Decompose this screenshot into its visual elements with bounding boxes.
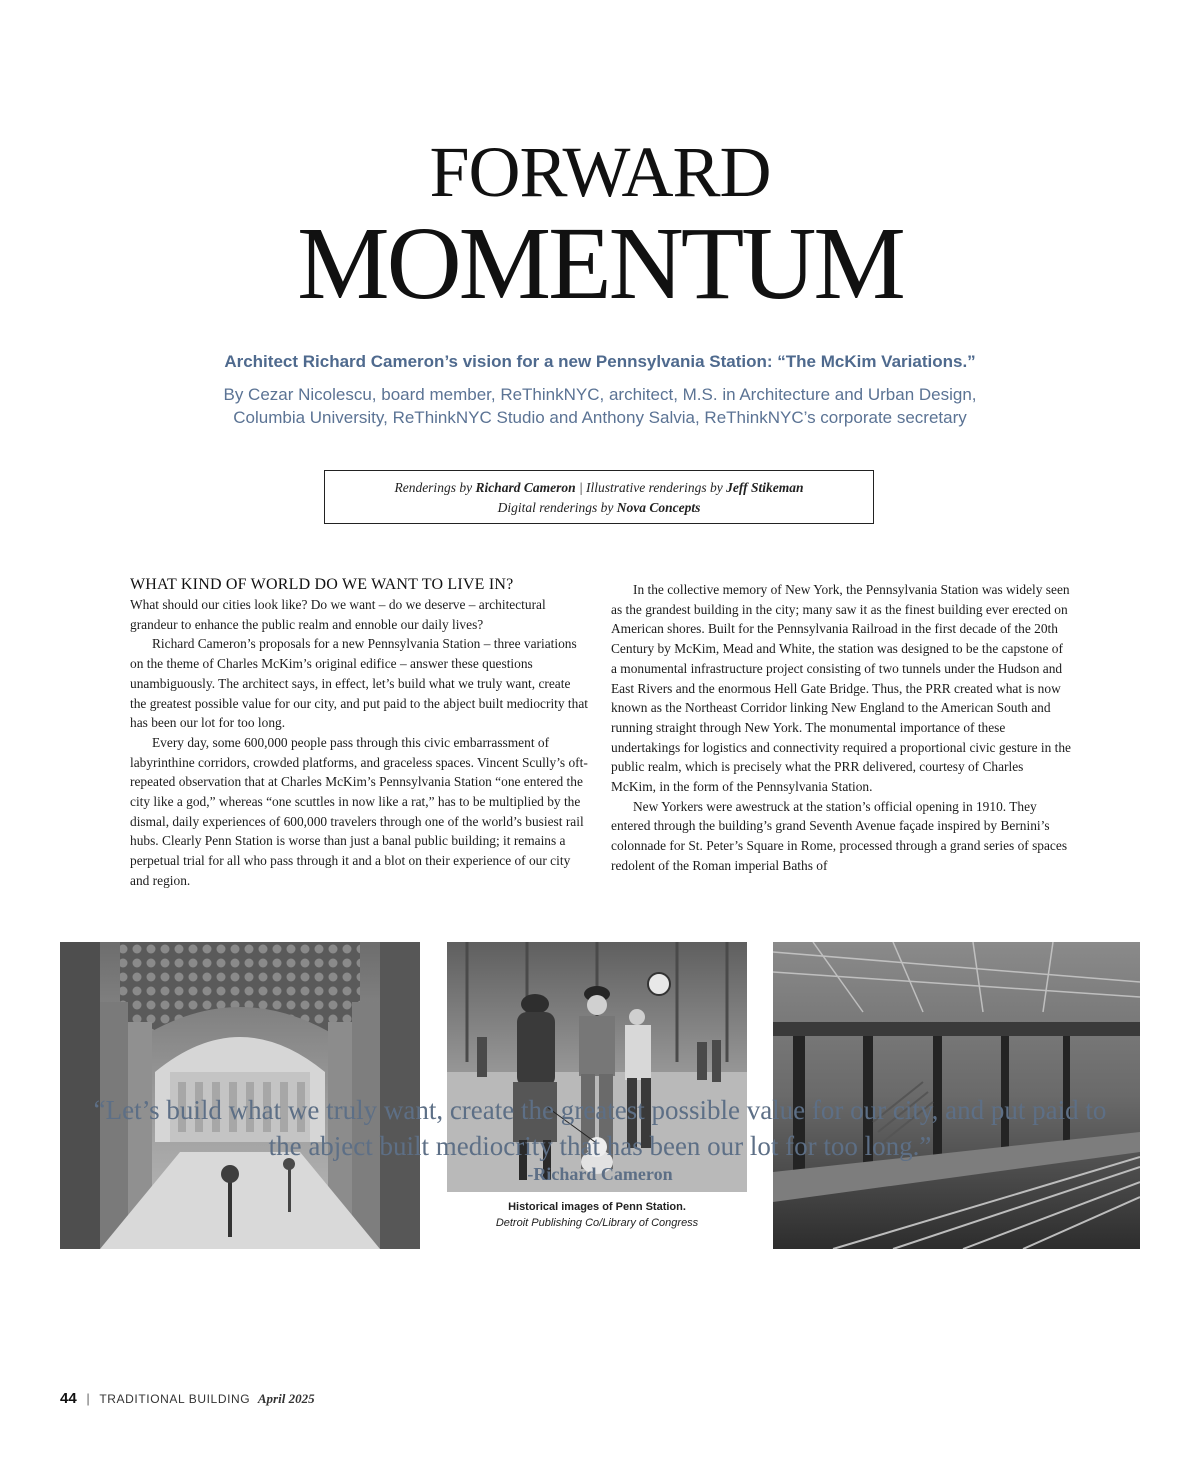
credits-mid: | Illustrative renderings by <box>578 480 723 495</box>
headline-line1: FORWARD <box>429 132 771 212</box>
byline-line2: Columbia University, ReThinkNYC Studio and Anthony Salvia, ReThinkNYC’s corporate secretary <box>233 408 967 427</box>
paragraph: Richard Cameron’s proposals for a new Pennsylvania Station – three variations on the theme of Charles McKim’s original edifice – answer these questions unambiguously. The architect says, in effect, let’s build what we truly want, create the greatest possible value for our city, and put paid to the abject built mediocrity that has been our lot for too long. <box>130 636 589 731</box>
credit-name-cameron: Richard Cameron <box>475 480 576 495</box>
credit-name-stikeman: Jeff Stikeman <box>726 480 804 495</box>
credits-line1 <box>325 478 873 498</box>
page-footer <box>60 1390 315 1407</box>
credits-prefix: Renderings by <box>394 480 473 495</box>
section-heading: WHAT KIND OF WORLD DO WE WANT TO LIVE IN? <box>130 576 514 593</box>
photo-caption <box>447 1199 747 1231</box>
publication-name: TRADITIONAL BUILDING <box>99 1392 251 1406</box>
paragraph: What should our cities look like? Do we want – do we deserve – architectural grandeur to enhance the public realm and ennoble our daily lives? <box>130 597 546 632</box>
pull-quote-attribution: -Richard Cameron <box>527 1164 673 1184</box>
issue-date: April 2025 <box>257 1391 315 1406</box>
credits-line2 <box>325 498 873 518</box>
caption-title: Historical images of Penn Station. <box>508 1201 686 1213</box>
paragraph: In the collective memory of New York, the Pennsylvania Station was widely seen as the grandest building in the city; many saw it as the finest building ever erected on American shores. Built for the Pennsylvania Railroad in the first decade of the 20th Century by McKim, Mead and White, the station was designed to be the capstone of a monumental infrastructure project consisting of two tunnels under the Hudson and East Rivers and the enormous Hell Gate Bridge. Thus, the PRR created what is now known as the Northeast Corridor linking New England to the American South and running straight through New York. The monumental importance of these undertakings for logistics and connectivity required a proportional civic gesture in the public realm, which is precisely what the PRR delivered, courtesy of Charles McKim, in the form of the Pennsylvania Station. <box>611 582 1071 795</box>
article-column-2 <box>611 580 1071 876</box>
paragraph: New Yorkers were awestruck at the station’s official opening in 1910. They entered through the building’s grand Seventh Avenue façade inspired by Bernini’s colonnade for St. Peter’s Square in Rome, processed through a grand series of spaces redolent of the Roman imperial Baths of <box>611 798 1068 873</box>
headline-line2: MOMENTUM <box>297 206 903 321</box>
byline <box>100 383 1100 429</box>
byline-line1: By Cezar Nicolescu, board member, ReThinkNYC, architect, M.S. in Architecture and Urban Design, <box>223 385 977 404</box>
page-number: 44 <box>60 1390 77 1407</box>
deck-subtitle: Architect Richard Cameron’s vision for a new Pennsylvania Station: “The McKim Variations.” <box>224 352 976 371</box>
credit-name-nova: Nova Concepts <box>616 500 701 515</box>
paragraph: Every day, some 600,000 people pass through this civic embarrassment of labyrinthine corridors, crowded platforms, and graceless spaces. Vincent Scully’s oft-repeated observation that at Charles McKim’s Pennsylvania Station “one entered the city like a god,” whereas “one scuttles in now like a rat,” has to be multiplied by the dismal, daily experiences of 600,000 travelers through one of the world’s busiest rail hubs. Clearly Penn Station is worse than just a banal public building; it remains a perpetual trial for all who pass through it and a blot on their experience of our city and region. <box>130 734 588 888</box>
caption-source: Detroit Publishing Co/Library of Congress <box>495 1217 699 1229</box>
credits-box <box>324 470 874 524</box>
article-column-1 <box>130 575 590 891</box>
credits-prefix-2: Digital renderings by <box>497 500 614 515</box>
footer-separator: | <box>86 1391 90 1406</box>
pull-quote: “Let’s build what we truly want, create the greatest possible value for our city, and put paid to the abject built mediocrity that has been our lot for too long.” <box>93 1095 1107 1161</box>
